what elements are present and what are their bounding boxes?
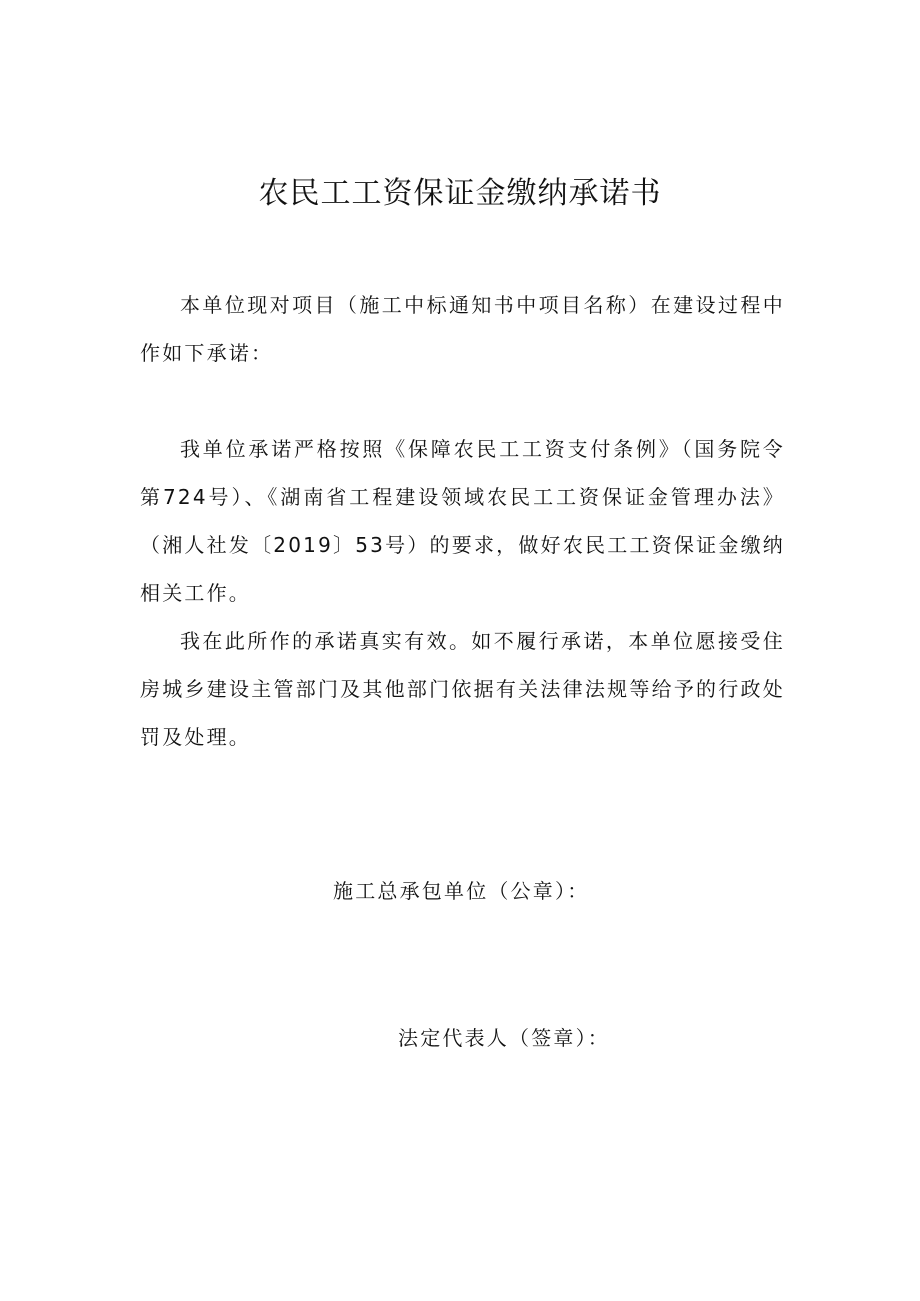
document-title: 农民工工资保证金缴纳承诺书 — [258, 176, 662, 212]
company-seal-label: 施工总承包单位（公章）： — [333, 879, 590, 903]
intro-paragraph: 本单位现对项目（施工中标通知书中项目名称）在建设过程中作如下承诺： — [140, 293, 785, 365]
liability-paragraph: 我在此所作的承诺真实有效。如不履行承诺，本单位愿接受住房城乡建设主管部门及其他部门依据有关法律法规等给予的行政处罚及处理。 — [140, 629, 785, 749]
commitment-paragraph: 我单位承诺严格按照《保障农民工工资支付条例》（国务院令第724号）、《湖南省工程建设领域农民工工资保证金管理办法》（湘人社发〔2019〕53号）的要求，做好农民工工资保证金缴纳相关工作。 — [140, 437, 785, 605]
legal-representative-signature-label: 法定代表人（签章）： — [398, 1026, 610, 1050]
